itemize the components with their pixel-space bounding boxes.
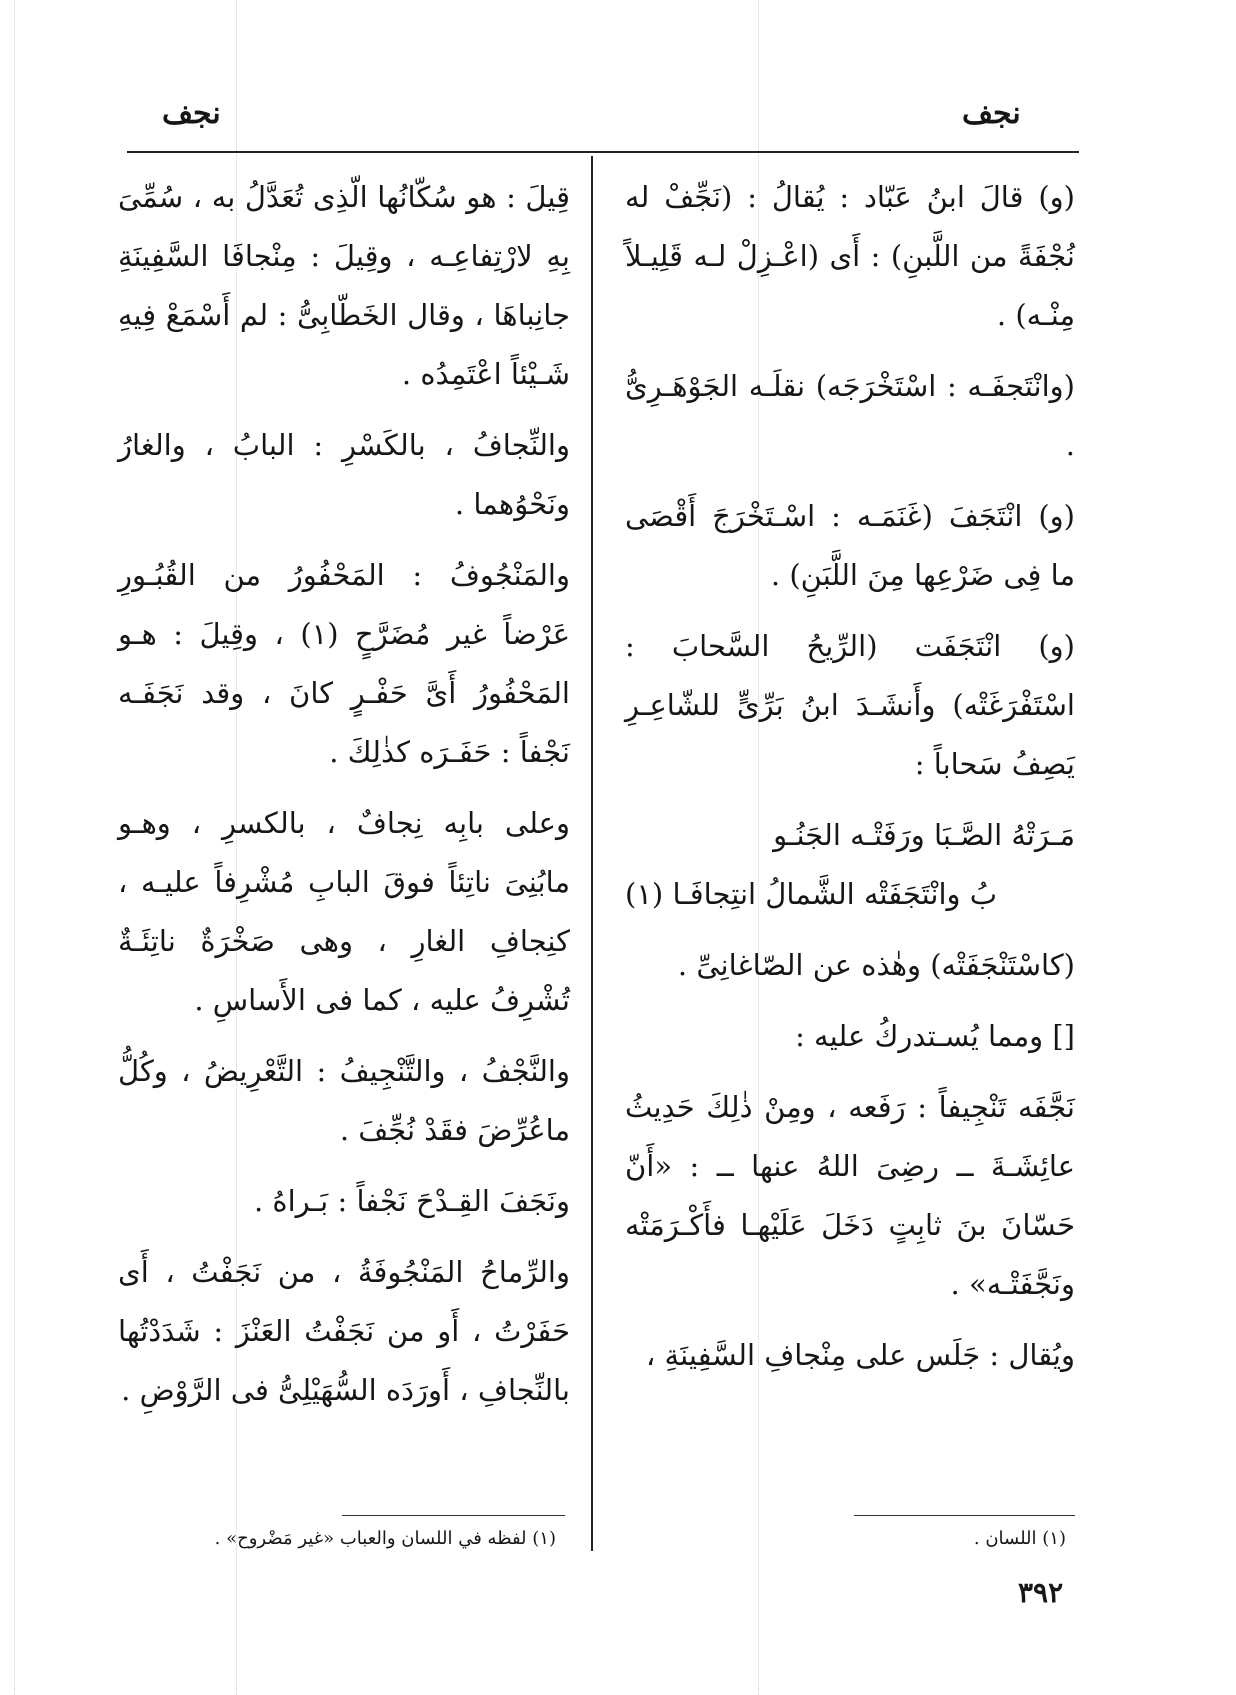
column-separator (591, 156, 593, 1551)
paragraph: (وانْتَجفَـه : اسْتَخْرَجَه) نقلَـه الجَوْهَـرِىُّ . (625, 369, 1075, 462)
paragraph: (كاسْتَنْجَفَتْه) وهٰذه عن الصّاغانِىِّ . (677, 948, 1075, 982)
page-number: ٣٩٢ (1018, 1576, 1064, 1609)
paragraph: (و) انْتَجَفَت (الرِّيحُ السَّحابَ : اسْتَفْرَغَتْه) وأَنشَـدَ ابنُ بَرِّىٍّ للشّاعِـرِ يَصِفُ سَحاباً : (625, 629, 1075, 781)
paragraph: ونَجَفَ القِـدْحَ نَجْفاً : بَـراهُ . (253, 1184, 570, 1218)
header-word-left: نجف (162, 96, 221, 131)
paragraph: والرِّماحُ المَنْجُوفَةُ ، من نَجَفْتُ ، أَى حَفَرْتُ ، أَو من نَجَفْتُ العَنْزَ : شَدَدْتُها بالنِّجافِ ، أَورَدَه السُّهَيْلِىُّ فى الرَّوْضِ . (118, 1255, 570, 1407)
paragraph: ويُقال : جَلَس على مِنْجافِ السَّفِينَةِ ، (645, 1338, 1075, 1372)
paragraph: نَجَّفَه تَنْجِيفاً : رَفَعه ، ومِنْ ذٰلِكَ حَدِيثُ عائِشَـةَ ــ رضِىَ اللهُ عنها ــ : «أَنّ حَسّانَ بنَ ثابِتٍ دَخَلَ عَلَيْهـا فأَكْـرَمَتْه ونَجَّفَتْـه» . (625, 1090, 1075, 1301)
footnote-right: (١) اللسان . (973, 1528, 1066, 1549)
paragraph: قِيلَ : هو سُكّانُها الّذِى تُعَدَّلُ به ، سُمِّىَ بِهِ لارْتِفاعِـه ، وقِيلَ : مِنْجافَا السَّفِينَةِ جانِباهَا ، وقال الخَطّابِىُّ : لم أَسْمَعْ فِيهِ شَـيْئاً اعْتَمِدُه . (118, 180, 570, 391)
paragraph: [] ومما يُسـتدركُ عليه : (795, 1019, 1075, 1053)
header-word-right: نجف (962, 96, 1021, 131)
footnote-rule-right (854, 1515, 1075, 1516)
paragraph: وعلى بابِه نِجافٌ ، بالكسرِ ، وهـو مابُنِىَ ناتِئاً فوقَ البابِ مُشْرِفاً عليـه ، كنِجافِ الغارِ ، وهى صَخْرَةٌ ناتِئَـةٌ تُشْرِفُ عليه ، كما فى الأَساسِ . (118, 806, 570, 1017)
footnote-rule-left (342, 1515, 565, 1516)
paragraph: (و) انْتَجَفَ (غَنَمَـه : اسْـتَخْرَجَ أَقْصَى ما فِى ضَرْعِها مِنَ اللَّبَنِ) . (625, 499, 1075, 592)
paragraph: والمَنْجُوفُ : المَحْفُورُ من القُبُـورِ عَرْضاً غير مُضَرَّحٍ (١) ، وقِيلَ : هـو المَحْفُورُ أَىَّ حَفْـرٍ كانَ ، وقد نَجَفَـه نَجْفاً : حَفَـرَه كذٰلِكَ . (118, 558, 570, 769)
left-column (118, 168, 570, 1432)
verse-second-hemistich: بُ وانْتَجَفَتْه الشَّمالُ انتِجافَـا (١) (625, 877, 998, 911)
verse-first-hemistich: مَـرَتْهُ الصَّـبَا ورَفَتْـه الجَنُـو (773, 818, 1075, 852)
verse (625, 806, 1075, 924)
paragraph: والنِّجافُ ، بالكَسْرِ : البابُ ، والغارُ ونَحْوُهما . (118, 428, 570, 521)
header-rule (127, 151, 1079, 153)
right-column (625, 168, 1075, 1397)
paragraph: (و) قالَ ابنُ عَبّاد : يُقالُ : (نَجِّفْ له نُجْفَةً من اللَّبنِ) : أَى (اعْـزِلْ لـه قَلِيـلاً مِنْـه) . (625, 180, 1075, 332)
paragraph: والنَّجْفُ ، والتَّنْجِيفُ : التَّعْرِيضُ ، وكُلُّ ماعُرِّضَ فقَدْ نُجِّفَ . (118, 1054, 570, 1147)
scan-guide-line (14, 0, 15, 1695)
footnote-left: (١) لفظه في اللسان والعباب «غير مَضْروح» . (214, 1528, 556, 1549)
